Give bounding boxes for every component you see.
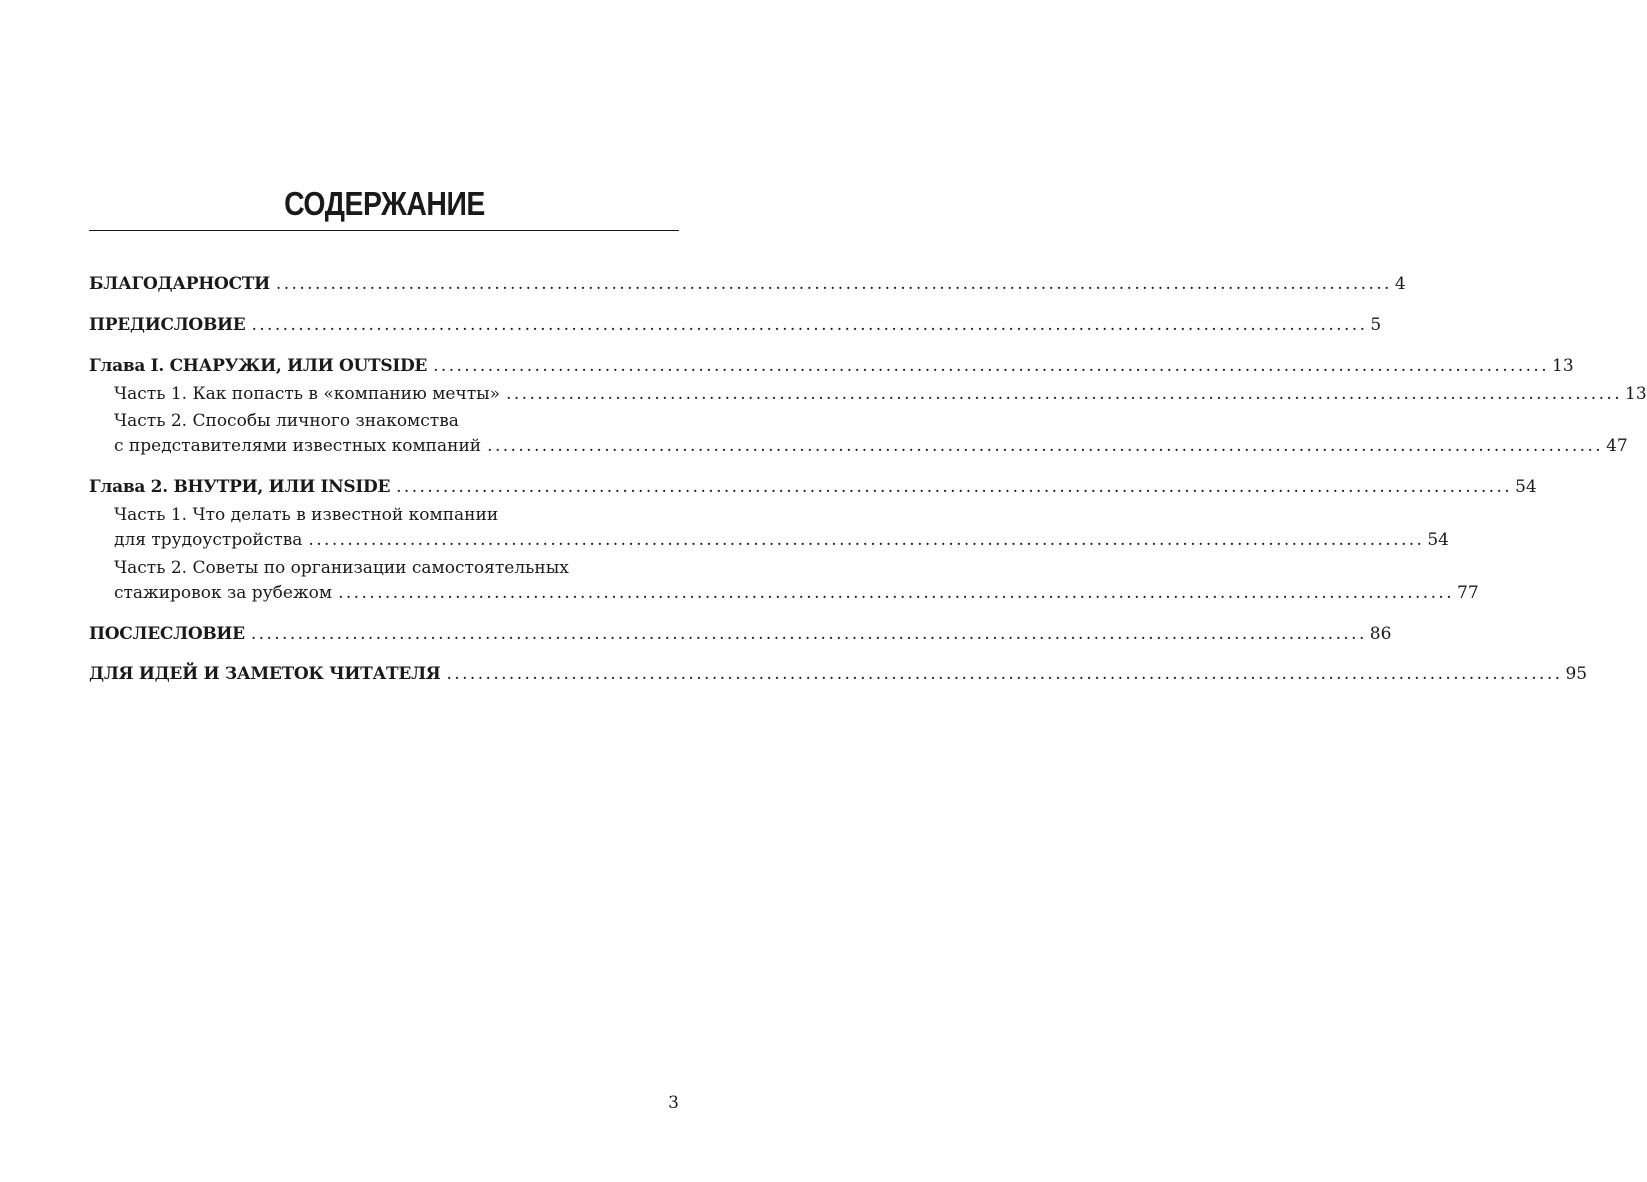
dot-leader: ...............................................................................................................................................	[506, 384, 1623, 404]
toc-entry-page: 13	[1625, 384, 1647, 404]
toc-entry-afterword[interactable]	[89, 623, 1392, 645]
dot-leader: ...............................................................................................................................................	[433, 356, 1550, 376]
toc-entry-page: 13	[1552, 356, 1574, 376]
dot-leader: ...............................................................................................................................................	[396, 477, 1513, 497]
dot-leader: ...............................................................................................................................................	[446, 664, 1563, 684]
toc-entry-label: ДЛЯ ИДЕЙ И ЗАМЕТОК ЧИТАТЕЛЯ	[89, 664, 441, 684]
toc-entry-page: 47	[1606, 436, 1628, 456]
dot-leader: ...............................................................................................................................................	[338, 583, 1455, 603]
toc-entry-label: Часть 1. Как попасть в «компанию мечты»	[114, 384, 501, 404]
page-title: СОДЕРЖАНИЕ	[284, 185, 485, 222]
toc-entry-chapter-1-part-2-line-1[interactable]: Часть 2. Способы личного знакомства	[114, 411, 459, 431]
toc-entry-chapter-1[interactable]	[89, 355, 1574, 377]
toc-entry-acknowledgements[interactable]	[89, 273, 1406, 295]
dot-leader: ...............................................................................................................................................	[250, 624, 1367, 644]
page-number: 3	[668, 1093, 679, 1113]
toc-entry-chapter-1-part-2[interactable]	[114, 435, 1628, 457]
toc-entry-label: Глава I. СНАРУЖИ, ИЛИ OUTSIDE	[89, 356, 428, 376]
toc-entry-chapter-2-part-2-line-1[interactable]: Часть 2. Советы по организации самостоятельных	[114, 558, 569, 578]
toc-entry-label: Глава 2. ВНУТРИ, ИЛИ INSIDE	[89, 477, 391, 497]
toc-entry-chapter-2-part-1[interactable]	[114, 529, 1449, 551]
toc-entry-chapter-2-part-2[interactable]	[114, 582, 1479, 604]
toc-entry-reader-notes[interactable]	[89, 663, 1588, 685]
toc-entry-page: 54	[1427, 530, 1449, 550]
toc-entry-chapter-1-part-1[interactable]	[114, 383, 1647, 405]
toc-entry-label: ПОСЛЕСЛОВИЕ	[89, 624, 245, 644]
dot-leader: ...............................................................................................................................................	[251, 315, 1368, 335]
toc-entry-label: ПРЕДИСЛОВИЕ	[89, 315, 246, 335]
dot-leader: ...............................................................................................................................................	[308, 530, 1425, 550]
toc-entry-label: для трудоустройства	[114, 530, 303, 550]
toc-entry-page: 95	[1565, 664, 1588, 684]
toc-entry-page: 77	[1457, 583, 1479, 603]
dot-leader: ...............................................................................................................................................	[487, 436, 1604, 456]
toc-entry-chapter-2-part-1-line-1[interactable]: Часть 1. Что делать в известной компании	[114, 505, 499, 525]
toc-entry-chapter-2[interactable]	[89, 476, 1537, 498]
toc-entry-preface[interactable]	[89, 314, 1382, 336]
toc-entry-label: стажировок за рубежом	[114, 583, 333, 603]
toc-entry-label: БЛАГОДАРНОСТИ	[89, 274, 270, 294]
toc-entry-page: 86	[1369, 624, 1392, 644]
toc-entry-page: 4	[1394, 274, 1406, 294]
toc-entry-label: с представителями известных компаний	[114, 436, 482, 456]
dot-leader: ...............................................................................................................................................	[275, 274, 1392, 294]
title-divider	[89, 230, 679, 231]
toc-entry-page: 54	[1515, 477, 1537, 497]
toc-entry-page: 5	[1370, 315, 1382, 335]
